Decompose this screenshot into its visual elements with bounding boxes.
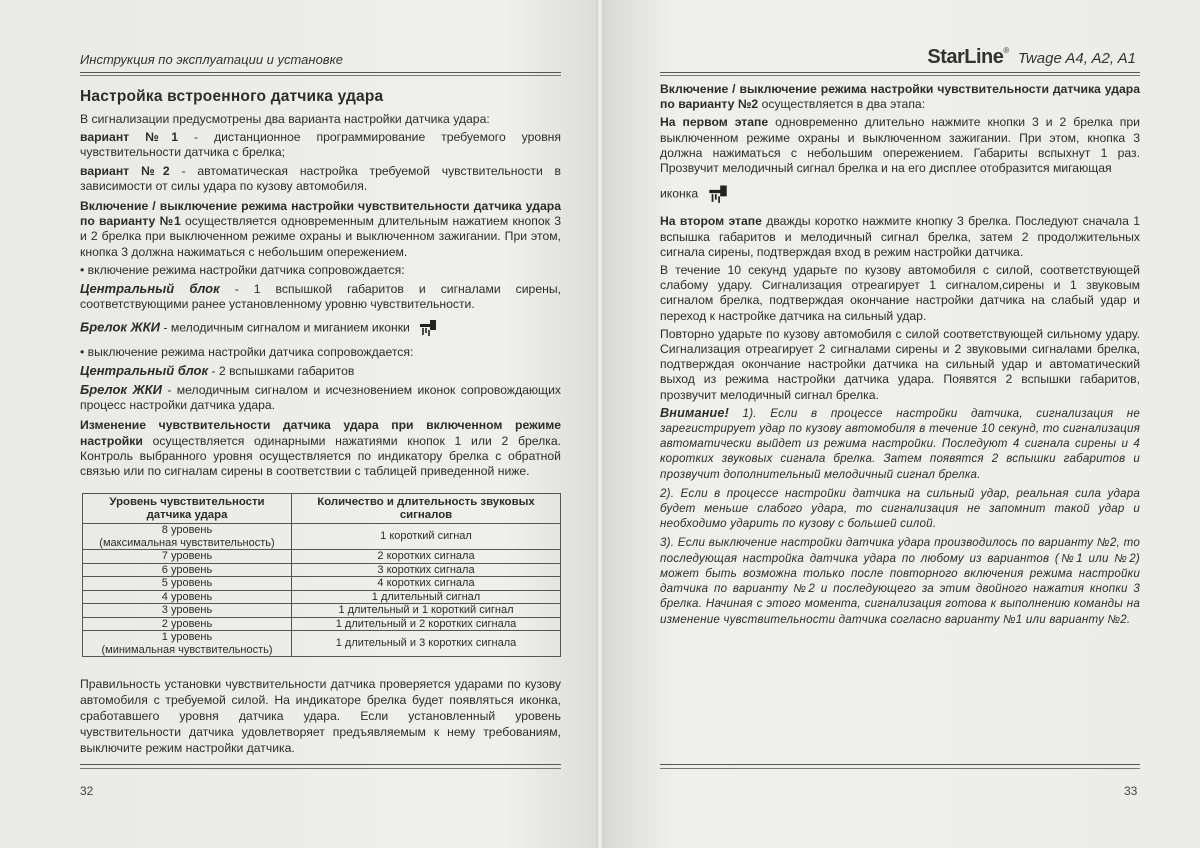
right-page-body <box>660 82 1140 630</box>
table-row: 6 уровень 3 коротких сигнала <box>83 563 561 577</box>
table-header-row <box>83 494 561 524</box>
sensitivity-table <box>82 493 561 657</box>
table-row: 7 уровень 2 коротких сигнала <box>83 550 561 564</box>
closing-paragraph: Правильность установки чувствительности датчика проверяется ударами по кузову автомобиля с требуемой силой. На индикаторе брелка будет появляться иконка, сработавшего уровня датчика удара. Если установленный уровень чувствительности датчика удовлетворяет предъявляемым к нему требованиям, выключите режим настройки датчика. <box>80 677 561 755</box>
footer-rule <box>80 764 561 765</box>
attention-note-2: 2). Если в процессе настройки датчика на сильный удар, реальная сила удара будет меньше слабого удара, то сигнализация не запомнит такой удар и необходимо ударить по кузову с большей силой. <box>660 486 1140 531</box>
book-gutter <box>596 0 604 848</box>
table-row: 2 уровень 1 длительный и 2 коротких сигнала <box>83 617 561 631</box>
variant2-procedure: Включение / выключение режима настройки чувствительности датчика удара по варианту №2 осуществляется в два этапа: <box>660 82 1140 112</box>
page-number-right: 33 <box>1124 784 1138 798</box>
stage-1: На первом этапе одновременно длительно нажмите кнопки 3 и 2 брелка при выключенном режиме охраны и выключенном зажигании. При этом, кнопка 3 должна нажиматься с небольшим опережением. Габариты вспыхнут 1 раз. Прозвучит мелодичный сигнал брелка и на его дисплее отобразится мигающая <box>660 115 1140 176</box>
central-unit-on: Центральный блок - 1 вспышкой габаритов и сигналами сирены, соответствующими ранее установленному уровню чувствительности. <box>80 281 561 312</box>
shock-sensor-icon <box>417 315 439 341</box>
table-row: 4 уровень 1 длительный сигнал <box>83 590 561 604</box>
table-row: 1 уровень (минимальная чувствительность) 1 длительный и 3 коротких сигнала <box>83 631 561 657</box>
table-header-signals: Количество и длительность звуковых сигналов <box>292 494 561 524</box>
lcd-fob-off: Брелок ЖКИ - мелодичным сигналом и исчезновением иконок сопровождающих процесс настройки датчика удара. <box>80 382 561 413</box>
strong-hit-paragraph: Повторно ударьте по кузову автомобиля с силой соответствующей сильному удару. Сигнализация отреагирует 2 сигналами сирены и 2 звуковыми сигналами брелка, подтверждая окончание настройки датчика на сильный удар и автоматический выход из режима настройки датчика удара. Появятся 2 вспышки габаритов, прозвучит мелодичный сигнал брелка. <box>660 326 1140 402</box>
weak-hit-paragraph: В течение 10 секунд ударьте по кузову автомобиля с силой, соответствующей слабому удару. Сигнализация отреагирует 1 сигналом,сирены и 1 звуковым сигналом брелка, подтверждая окончание настройки датчика на слабый удар и переход к настройке датчика на сильный удар. <box>660 263 1140 323</box>
sensitivity-change: Изменение чувствительности датчика удара при включенном режиме настройки осуществляется одинарными нажатиями кнопок 1 или 2 брелка. Контроль выбранного уровня осуществляется по индикатору брелка с обратной связью или по сигналам сирены в соответствии с таблицей приведенной ниже. <box>80 418 561 479</box>
model-name: Twage A4, A2, A1 <box>1017 50 1136 67</box>
attention-note-3: 3). Если выключение настройки датчика удара производилось по варианту №2, то последующая настройка датчика удара по любому из вариантов (№1 или №2) может быть возможна только после повторного включения режима настройки датчика по варианту №2 и последующего за этим двойного нажатия кнопки 3 брелка. Начиная с этого момента, сигнализация готова к выполнению команды на изменение чувствительности датчика согласно варианту №1 или варианту №2. <box>660 536 1140 626</box>
left-page-header: Инструкция по эксплуатации и установке <box>80 52 343 67</box>
shock-sensor-icon <box>706 180 730 208</box>
footer-rule-right <box>660 764 1140 765</box>
table-row: 8 уровень (максимальная чувствительность) 1 короткий сигнал <box>83 524 561 550</box>
table-row: 3 уровень 1 длительный и 1 короткий сигнал <box>83 604 561 618</box>
variant-1: вариант №1 - дистанционное программирование требуемого уровня чувствительности датчика с брелка; <box>80 130 561 160</box>
intro-text: В сигнализации предусмотрены два варианта настройки датчика удара: <box>80 112 490 126</box>
variant-2: вариант №2 - автоматическая настройка требуемой чувствительности в зависимости от силы удара по кузову автомобиля. <box>80 163 562 193</box>
section-title: Настройка встроенного датчика удара <box>80 88 384 105</box>
stage-2: На втором этапе дважды коротко нажмите кнопку 3 брелка. Последуют сначала 1 вспышка габаритов и мелодичный сигнал брелка, затем 2 продолжительных сигнала сирены, подтверждая вход в режим настройки датчика. <box>660 214 1140 259</box>
central-unit-off: Центральный блок - 2 вспышками габаритов <box>80 362 355 378</box>
header-rule <box>80 72 561 73</box>
left-page-body <box>80 88 561 482</box>
header-rule-right <box>660 72 1140 73</box>
footer-rule-thin <box>80 768 561 769</box>
lcd-fob-on: Брелок ЖКИ - мелодичным сигналом и миганием иконки <box>80 315 561 341</box>
stage-1-icon-line: иконка <box>660 180 1140 208</box>
table-header-level: Уровень чувствительности датчика удара <box>83 494 292 524</box>
table-row: 5 уровень 4 коротких сигнала <box>83 577 561 591</box>
bullet-on: • включение режима настройки датчика сопровождается: <box>80 262 405 277</box>
variant1-procedure: Включение / выключение режима настройки чувствительности датчика удара по варианту №1 осуществляется одновременным длительным нажатием кнопок 3 и 2 брелка при выключенном режиме охраны и выключенном зажигании. При этом, кнопка 3 должна нажиматься с небольшим опережением. <box>80 199 562 259</box>
header-rule-thin <box>80 75 561 76</box>
brand-header: StarLine® Twage A4, A2, A1 <box>927 46 1136 68</box>
brand-logo: StarLine <box>927 46 1004 68</box>
footer-rule-right-thin <box>660 768 1140 769</box>
attention-note-1: Внимание! 1). Если в процессе настройки датчика, сигнализация не зарегистрирует удар по кузову автомобиля в течение 10 секунд, то сигнализация автоматически выйдет из режима настройки. Последуют 4 сигнала сирены и 4 коротких звуковых сигнала брелка. Затем появятся 2 вспышки габаритов и прозвучит дополнительный мелодичный сигнал брелка. <box>660 405 1140 481</box>
page-number-left: 32 <box>80 784 94 798</box>
bullet-off: • выключение режима настройки датчика сопровождается: <box>80 344 414 359</box>
header-rule-right-thin <box>660 75 1140 76</box>
